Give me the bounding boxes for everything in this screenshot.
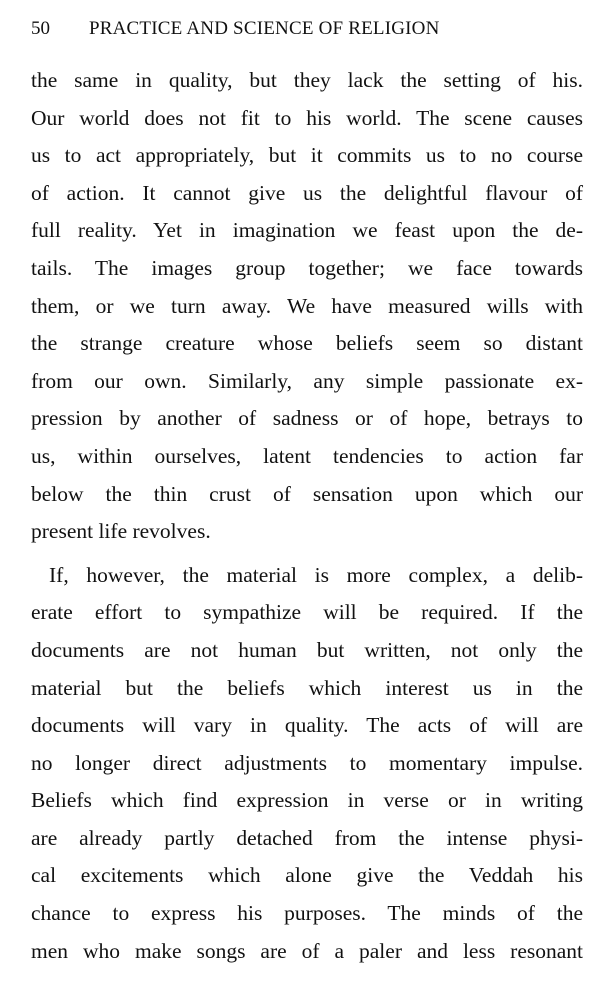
text-line: Our world does not fit to his world. The scene causes xyxy=(31,105,583,130)
text-line: us, within ourselves, latent tendencies to action far xyxy=(31,443,583,468)
body-text xyxy=(31,62,583,970)
paragraph-2 xyxy=(31,557,583,971)
text-line: the same in quality, but they lack the setting of his. xyxy=(31,68,583,92)
text-line: erate effort to sympathize will be required. If the xyxy=(31,600,583,625)
text-line: below the thin crust of sensation upon which our xyxy=(31,481,583,506)
running-title: PRACTICE AND SCIENCE OF RELIGION xyxy=(89,18,440,39)
running-header xyxy=(31,16,583,42)
text-line: them, or we turn away. We have measured wills with xyxy=(31,293,583,318)
text-line: full reality. Yet in imagination we feast upon the de- xyxy=(31,218,583,243)
page-number: 50 xyxy=(31,18,50,39)
text-line: are already partly detached from the intense physi- xyxy=(31,825,583,850)
paragraph-1 xyxy=(31,62,583,551)
text-line: cal excitements which alone give the Veddah his xyxy=(31,863,583,888)
text-line: of action. It cannot give us the delightful flavour of xyxy=(31,180,583,205)
text-line: If, however, the material is more complex, a delib- xyxy=(49,562,583,587)
text-line: chance to express his purposes. The minds of the xyxy=(31,901,583,926)
text-line: documents will vary in quality. The acts of will are xyxy=(31,713,583,738)
text-line: pression by another of sadness or of hope, betrays to xyxy=(31,406,583,431)
text-line: present life revolves. xyxy=(31,519,211,544)
text-line: tails. The images group together; we face towards xyxy=(31,255,583,280)
text-line: no longer direct adjustments to momentary impulse. xyxy=(31,750,583,775)
text-line: Beliefs which find expression in verse or in writing xyxy=(31,788,583,813)
text-line: from our own. Similarly, any simple passionate ex- xyxy=(31,368,583,393)
text-line: men who make songs are of a paler and less resonant xyxy=(31,938,583,963)
text-line: us to act appropriately, but it commits us to no course xyxy=(31,143,583,168)
text-line: material but the beliefs which interest us in the xyxy=(31,675,583,700)
text-line: the strange creature whose beliefs seem so distant xyxy=(31,331,583,356)
text-line: documents are not human but written, not only the xyxy=(31,637,583,662)
